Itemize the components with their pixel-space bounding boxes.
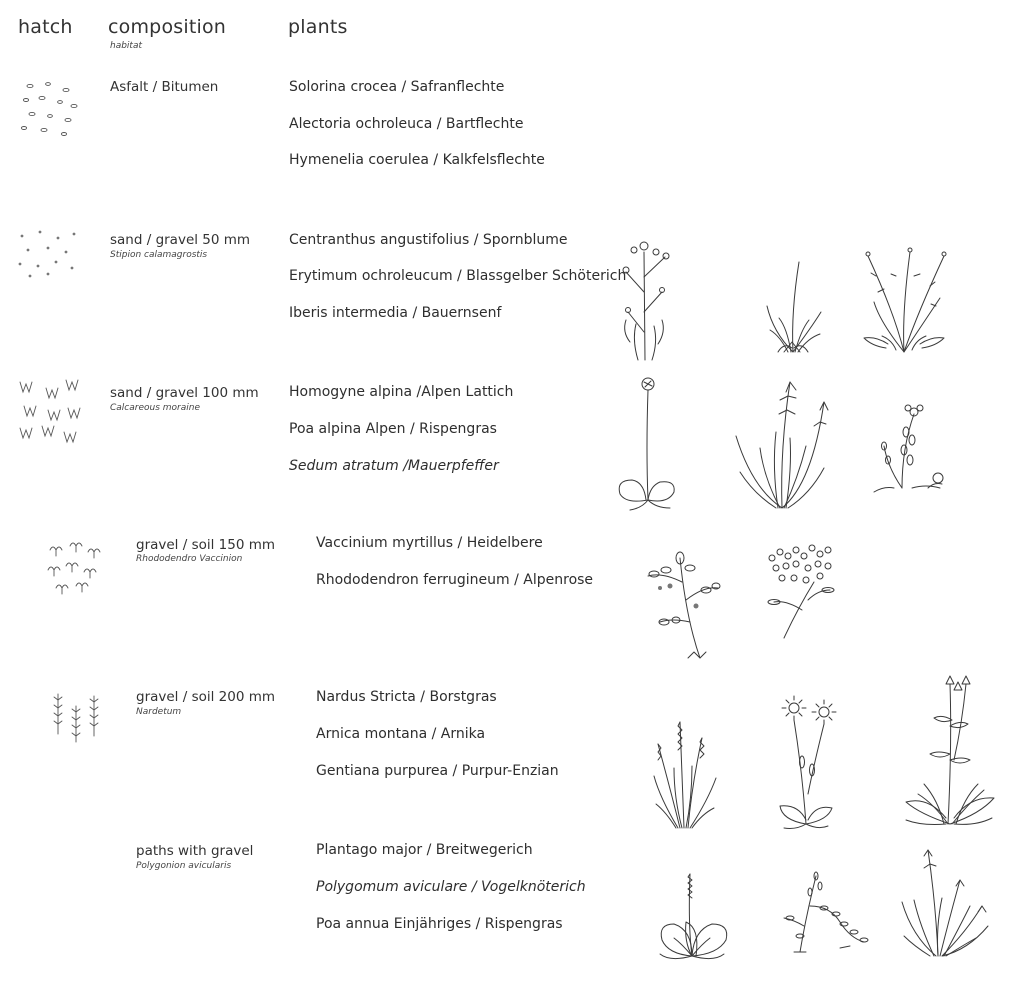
drawing-iberis	[856, 236, 956, 356]
drawing-centranthus	[610, 232, 680, 362]
plant-homogyne: Homogyne alpina /Alpen Lattich	[289, 384, 514, 400]
drawing-rhododendron	[762, 540, 842, 640]
drawing-homogyne	[612, 376, 682, 512]
plant-gentiana: Gentiana purpurea / Purpur-Enzian	[316, 763, 559, 779]
plant-nardus: Nardus Stricta / Borstgras	[316, 689, 497, 705]
header-composition: composition	[108, 16, 227, 38]
plant-poa-alpina: Poa alpina Alpen / Rispengras	[289, 421, 497, 437]
composition-gravel-soil-200: gravel / soil 200 mm	[136, 689, 276, 705]
hatch-sand-gravel-100	[18, 380, 82, 444]
plant-poa-annua: Poa annua Einjähriges / Rispengras	[316, 916, 563, 932]
plant-solorina-crocea: Solorina crocea / Safranflechte	[289, 79, 505, 95]
drawing-sedum	[872, 402, 952, 492]
drawing-arnica	[772, 692, 846, 832]
composition-sand-gravel-50: sand / gravel 50 mm	[110, 232, 251, 248]
hatch-gravel-soil-150	[46, 542, 102, 594]
hatch-asphalt	[20, 80, 84, 140]
habitat-calcareous-moraine: Calcareous moraine	[110, 403, 200, 413]
header-plants: plants	[288, 16, 348, 38]
drawing-erytimum	[758, 256, 828, 356]
plant-erytimum: Erytimum ochroleucum / Blassgelber Schöterich	[289, 268, 627, 284]
composition-sand-gravel-100: sand / gravel 100 mm	[110, 385, 259, 401]
hatch-sand-gravel-50	[18, 228, 78, 278]
plant-plantago: Plantago major / Breitwegerich	[316, 842, 533, 858]
habitat-polygonion: Polygonion avicularis	[136, 861, 232, 871]
plant-iberis: Iberis intermedia / Bauernsenf	[289, 305, 502, 321]
plant-polygomum: Polygomum aviculare / Vogelknöterich	[316, 879, 586, 895]
habitat-nardetum: Nardetum	[136, 707, 182, 717]
header-hatch: hatch	[18, 16, 73, 38]
drawing-gentiana	[900, 670, 1000, 830]
plant-rhododendron: Rhododendron ferrugineum / Alpenrose	[316, 572, 594, 588]
plant-hymenelia-coerulea: Hymenelia coerulea / Kalkfelsflechte	[289, 152, 545, 168]
plant-vaccinium: Vaccinium myrtillus / Heidelbere	[316, 535, 543, 551]
drawing-poa-alpina	[732, 376, 832, 512]
composition-asphalt: Asfalt / Bitumen	[110, 79, 219, 95]
plant-sedum: Sedum atratum /Mauerpfeffer	[289, 458, 499, 474]
plant-centranthus: Centranthus angustifolius / Spornblume	[289, 232, 568, 248]
plant-arnica: Arnica montana / Arnika	[316, 726, 486, 742]
plant-alectoria-ochroleuca: Alectoria ochroleuca / Bartflechte	[289, 116, 524, 132]
habitat-stipion: Stipion calamagrostis	[110, 250, 208, 260]
composition-paths-with-gravel: paths with gravel	[136, 843, 254, 859]
drawing-vaccinium	[640, 542, 724, 662]
drawing-polygomum	[780, 866, 870, 956]
habitat-rhododendro-vaccinion: Rhododendro Vaccinion	[136, 554, 243, 564]
composition-gravel-soil-150: gravel / soil 150 mm	[136, 537, 276, 553]
drawing-plantago	[654, 868, 734, 964]
header-habitat: habitat	[110, 41, 143, 51]
drawing-poa-annua	[898, 844, 994, 960]
hatch-gravel-soil-200	[48, 690, 104, 744]
drawing-nardus	[650, 716, 720, 832]
